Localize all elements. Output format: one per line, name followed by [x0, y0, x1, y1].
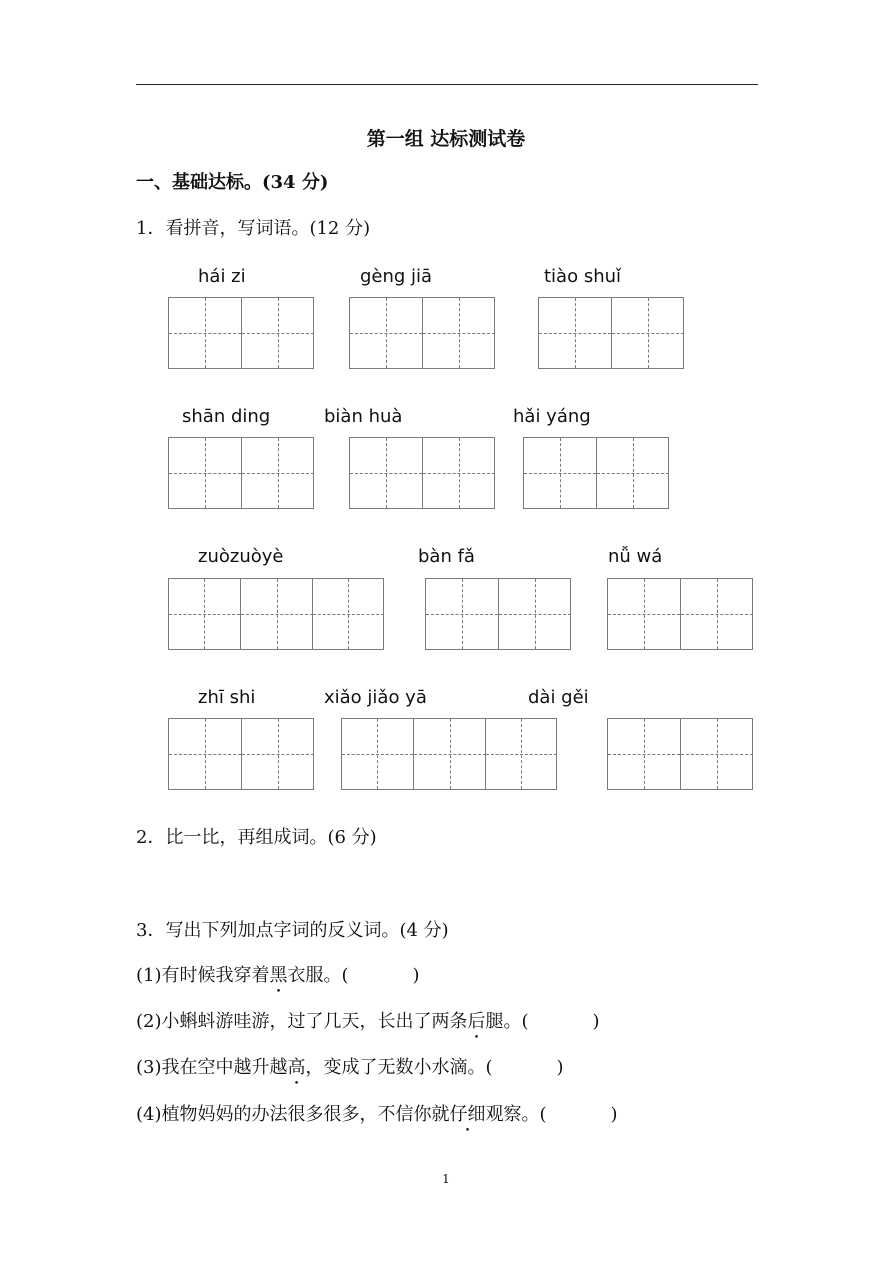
writing-grid[interactable] — [168, 437, 314, 509]
writing-grid[interactable] — [168, 718, 314, 790]
question-2-heading: 2．比一比，再组成词。(6 分) — [136, 827, 377, 848]
writing-cell[interactable] — [680, 719, 753, 789]
writing-cell[interactable] — [680, 579, 753, 649]
writing-cell[interactable] — [524, 438, 596, 508]
item-text: (3)我在空中越升越 — [136, 1057, 288, 1078]
item-text: 衣服。( — [287, 965, 349, 986]
writing-cell[interactable] — [413, 719, 486, 789]
writing-cell[interactable] — [539, 298, 611, 368]
pinyin-label: zhī shi — [198, 687, 256, 708]
item-text: ) — [556, 1057, 564, 1078]
item-text: (2)小蝌蚪游哇游，过了几天，长出了两条 — [136, 1011, 468, 1032]
writing-grid[interactable] — [523, 437, 669, 509]
writing-cell[interactable] — [312, 579, 384, 649]
writing-grid[interactable] — [168, 578, 384, 650]
writing-cell[interactable] — [350, 438, 422, 508]
dotted-word: 后 — [467, 1011, 486, 1032]
writing-cell[interactable] — [422, 298, 495, 368]
writing-grid[interactable] — [168, 297, 314, 369]
item-text: 腿。( — [485, 1011, 529, 1032]
item-text: 观察。( — [485, 1104, 547, 1125]
writing-cell[interactable] — [422, 438, 495, 508]
pinyin-label: tiào shuǐ — [544, 266, 622, 287]
dotted-word: 黑 — [269, 965, 288, 986]
pinyin-label: gèng jiā — [360, 266, 433, 287]
writing-cell[interactable] — [241, 719, 314, 789]
page-number: 1 — [442, 1172, 450, 1186]
antonym-item — [136, 1103, 618, 1127]
writing-cell[interactable] — [169, 438, 241, 508]
item-text: ，变成了无数小水滴。( — [305, 1057, 493, 1078]
writing-grid[interactable] — [607, 578, 753, 650]
question-3-heading: 3．写出下列加点字词的反义词。(4 分) — [136, 920, 449, 941]
antonym-item — [136, 1010, 600, 1034]
writing-grid[interactable] — [341, 718, 557, 790]
writing-cell[interactable] — [611, 298, 684, 368]
section-1-heading: 一、基础达标。(34 分) — [136, 172, 329, 193]
pinyin-label: bàn fǎ — [418, 546, 475, 567]
writing-grid[interactable] — [538, 297, 684, 369]
writing-cell[interactable] — [169, 719, 241, 789]
item-text: (4)植物妈妈的办法很多很多，不信你就 — [136, 1104, 450, 1125]
writing-cell[interactable] — [241, 438, 314, 508]
pinyin-label: nǚ wá — [608, 546, 663, 567]
writing-cell[interactable] — [169, 298, 241, 368]
page-title: 第一组 达标测试卷 — [366, 128, 526, 150]
item-text: (1)有时候我穿着 — [136, 965, 270, 986]
pinyin-label: xiǎo jiǎo yā — [324, 687, 427, 708]
item-text: ) — [412, 965, 420, 986]
question-1-heading: 1．看拼音，写词语。(12 分) — [136, 218, 371, 239]
pinyin-label: zuòzuòyè — [198, 546, 284, 567]
writing-cell[interactable] — [426, 579, 498, 649]
pinyin-label: shān ding — [182, 406, 271, 427]
writing-grid[interactable] — [425, 578, 571, 650]
writing-grid[interactable] — [349, 437, 495, 509]
writing-cell[interactable] — [498, 579, 571, 649]
writing-cell[interactable] — [608, 719, 680, 789]
item-text: ) — [592, 1011, 600, 1032]
writing-cell[interactable] — [342, 719, 413, 789]
writing-cell[interactable] — [596, 438, 669, 508]
pinyin-label: dài gěi — [528, 687, 589, 708]
writing-grid[interactable] — [349, 297, 495, 369]
writing-cell[interactable] — [350, 298, 422, 368]
writing-grid[interactable] — [607, 718, 753, 790]
pinyin-label: hǎi yáng — [513, 406, 591, 427]
dotted-word: 仔细 — [449, 1104, 486, 1125]
writing-cell[interactable] — [241, 298, 314, 368]
writing-cell[interactable] — [240, 579, 313, 649]
pinyin-label: hái zi — [198, 266, 246, 287]
item-text: ) — [610, 1104, 618, 1125]
pinyin-label: biàn huà — [324, 406, 403, 427]
dotted-word: 高 — [287, 1057, 306, 1078]
writing-cell[interactable] — [485, 719, 557, 789]
antonym-item — [136, 964, 420, 988]
antonym-item — [136, 1056, 564, 1080]
writing-cell[interactable] — [169, 579, 240, 649]
writing-cell[interactable] — [608, 579, 680, 649]
header-rule — [136, 84, 758, 85]
